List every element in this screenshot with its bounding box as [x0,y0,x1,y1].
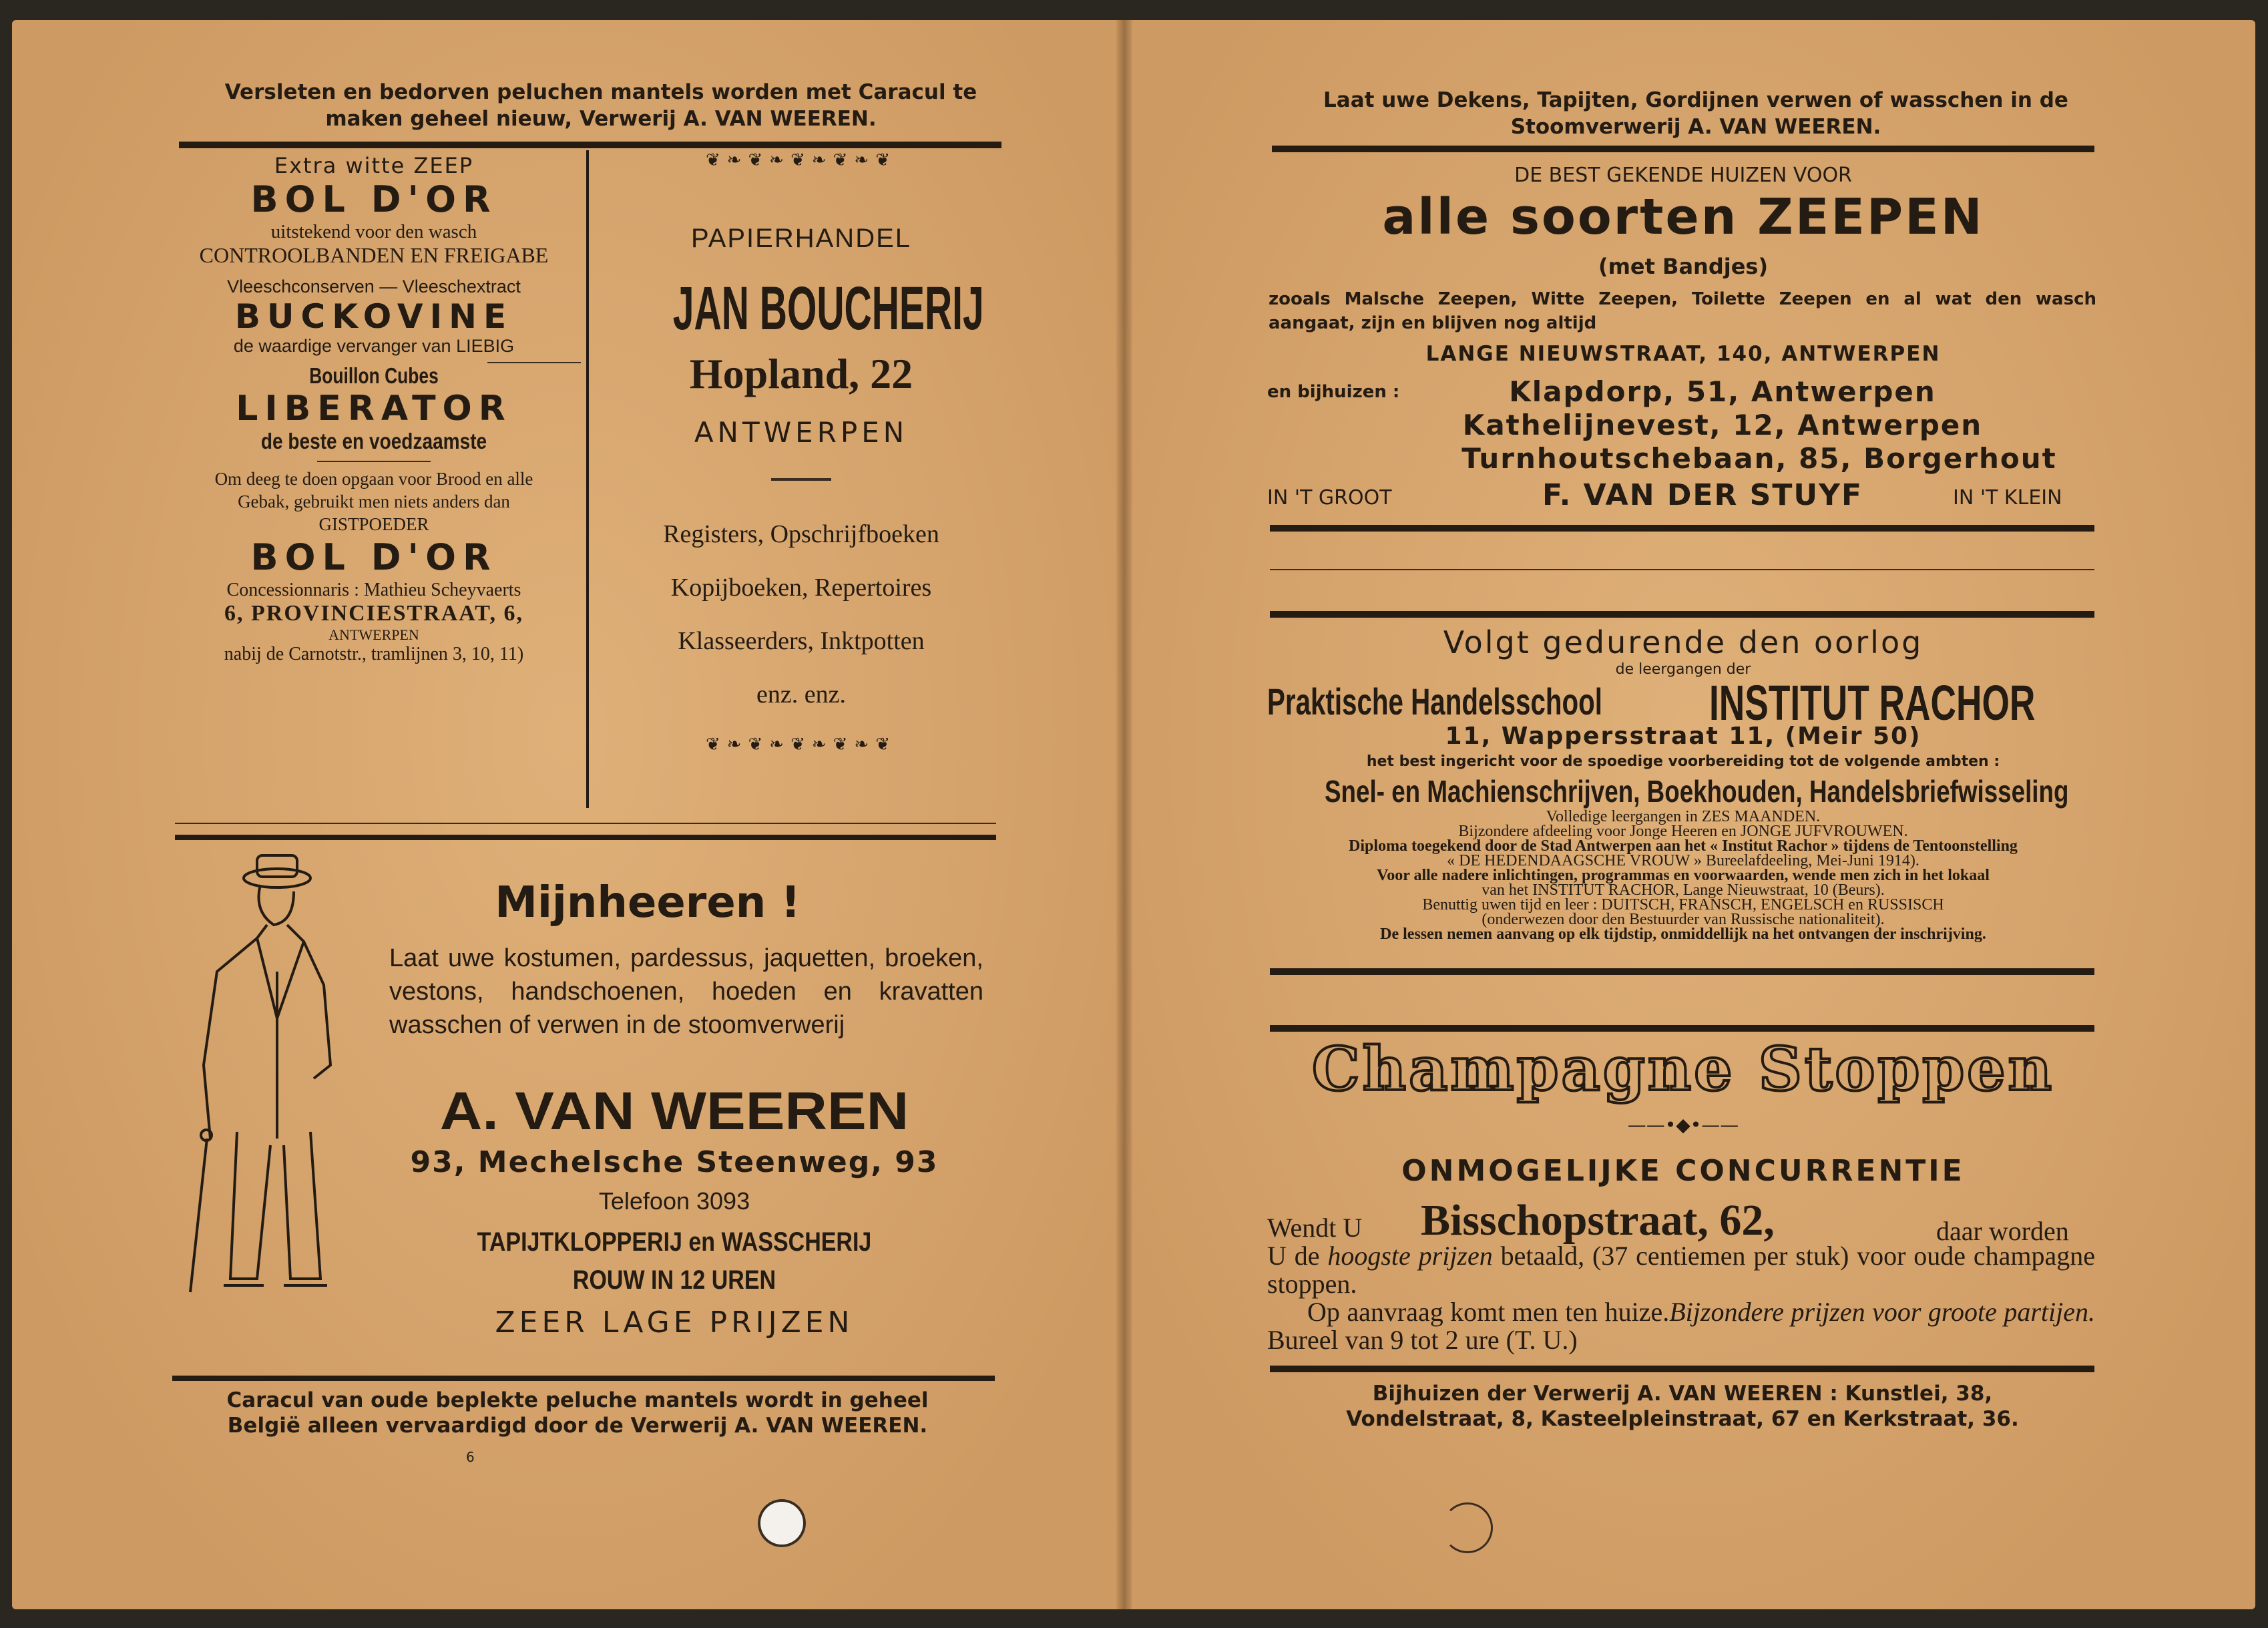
vleesch-line: Vleeschconserven — Vleeschextract [227,276,521,296]
rule [1270,968,2094,975]
antwerpen-small: ANTWERPEN [328,626,419,643]
divider [317,461,431,462]
punch-hole [758,1499,806,1547]
zeepen-title: alle soorten ZEEPEN [1382,188,1984,246]
rule [1270,525,2094,532]
mechelsche-address: 93, Mechelsche Steenweg, 93 [410,1145,939,1179]
snel-machien: Snel- en Machienschrijven, Boekhouden, Handelsbriefwisseling [1325,774,2069,809]
in-t-klein: IN 'T KLEIN [1953,486,2062,510]
antwerpen-outline: ANTWERPEN [694,416,909,449]
rule [1270,1025,2094,1032]
left-header: Versleten en bedorven peluchen mantels worden met Caracul te maken geheel nieuw, Verwerij A. VAN WEEREN. [224,80,977,131]
extra-zeep: Extra witte ZEEP [274,153,474,178]
telefoon: Telefoon 3093 [598,1187,750,1215]
zeer-lage-prijzen: ZEER LAGE PRIJZEN [495,1305,854,1340]
rachor-line: Volledige leergangen in ZES MAANDEN. [1546,808,1821,825]
papierhandel-ad [594,150,1008,755]
boldor-ad [167,150,581,665]
book-spine [1116,20,1132,1609]
zeep-text: zooals Malsche Zeepen, Witte Zeepen, Toilette Zeepen en al wat den wasch aangaat, zijn en blijven nog altijd [1269,289,2096,333]
champagne-text [1267,1242,2095,1354]
lange-nieuwstraat: LANGE NIEUWSTRAAT, 140, ANTWERPEN [1425,342,1941,366]
branch: Turnhoutschebaan, 85, Borgerhout [1461,442,2057,475]
papierhandel-title: PAPIERHANDEL [690,224,911,253]
rachor-line: Benuttig uwen tijd en leer : DUITSCH, FRANSCH, ENGELSCH en RUSSISCH [1422,896,1944,913]
boldor-line: uitstekend voor den wasch [270,221,477,242]
concessionnaris: Concessionnaris : Mathieu Scheyvaerts [226,580,521,600]
left-header-rule [179,142,1001,148]
rule [1270,1366,2094,1372]
concurrentie: ONMOGELIJKE CONCURRENTIE [1401,1154,1965,1188]
paper-item: enz. enz. [756,680,846,708]
rule-mid [175,835,996,840]
liebig-line: de waardige vervanger van LIEBIG [233,336,515,356]
van-weeren-firm: A. VAN WEEREN [439,1081,909,1141]
leergangen: de leergangen der [1615,661,1751,678]
right-header: Laat uwe Dekens, Tapijten, Gordijnen verwen of wasschen in de Stoomverwerij A. VAN WEEREN. [1323,88,2068,139]
ornament-top: ❦❧❦❧❦❧❦❧❦ [705,150,897,170]
rouw: ROUW IN 12 UREN [572,1265,776,1295]
branch: Kathelijnevest, 12, Antwerpen [1462,409,1983,441]
jan-boucherij: JAN BOUCHERIJ [672,274,984,343]
rachor-detail [1272,809,2094,942]
right-header-rule [1272,146,2094,152]
thin-rule [1270,569,2094,570]
rachor-line: Bijzondere afdeeling voor Jonge Heeren en JONGE JUFVROUWEN. [1458,823,1908,840]
rule [1270,611,2094,618]
paper-item: Registers, Opschrijfboeken [663,520,939,548]
champagne-title: Champagne Stoppen [1312,1034,2054,1104]
provinciestraat: 6, PROVINCIESTRAAT, 6, [224,601,523,626]
praktische: Praktische Handelsschool [1267,680,1602,723]
van-der-stuyf: F. VAN DER STUYF [1542,478,1863,512]
punch-hole-torn [1442,1502,1493,1553]
zeep-top: DE BEST GEKENDE HUIZEN VOOR [1514,164,1852,187]
met-bandjes: (met Bandjes) [1598,254,1769,279]
champ-text: Bureel van 9 tot 2 ure (T. U.) [1267,1325,1578,1355]
ornament-line: ——•◆•—— [1627,1114,1739,1136]
brand-boldor: BOL D'OR [250,178,497,220]
short-dash [771,478,831,481]
institut-rachor: INSTITUT RACHOR [1709,675,2036,731]
ornament-bottom: ❦❧❦❧❦❧❦❧❦ [705,735,897,755]
mijnheeren-text: Laat uwe kostumen, pardessus, jaquetten, broeken, vestons, handschoenen, hoeden en kravatten wasschen of verwen in de stoomverwerij [389,944,983,1039]
champ-text: U de [1267,1241,1320,1271]
thin-rule [175,823,996,824]
hopland: Hopland, 22 [689,350,913,397]
left-footer: Caracul van oude beplekte peluche mantels wordt in geheel België alleen vervaardigd door de Verwerij A. VAN WEEREN. [226,1388,929,1438]
page-number: 6 [466,1449,475,1465]
daar-worden: daar worden [1936,1216,2069,1246]
voedzaam-line: de beste en voedzaamste [260,429,487,453]
champ-text: Op aanvraag komt men ten huize. [1307,1297,1670,1327]
brand-buckovine: BUCKOVINE [234,297,513,336]
vertical-divider [586,150,589,808]
rachor-line: het best ingericht voor de spoedige voorbereiding tot de volgende ambten : [1366,753,2000,770]
mijnheeren-title: Mijnheeren ! [495,878,801,928]
bisschopstraat: Bisschopstraat, 62, [1421,1196,1775,1245]
bouillon-line: Bouillon Cubes [309,363,439,388]
brand-boldor-2: BOL D'OR [250,536,497,578]
in-t-groot: IN 'T GROOT [1267,486,1392,510]
champ-italic: hoogste prijzen [1327,1241,1493,1271]
rachor-line: van het INSTITUT RACHOR, Lange Nieuwstraat, 10 (Beurs). [1482,881,1885,899]
champ-text: betaald, (37 centiemen per stuk) voor oude champagne stoppen. [1267,1241,2096,1299]
branch: Klapdorp, 51, Antwerpen [1509,375,1936,408]
gist-line: Om deeg te doen opgaan voor Brood en alle Gebak, gebruikt men niets anders dan GISTPOEDER [214,469,533,534]
oorlog-title: Volgt gedurende den oorlog [1443,624,1923,660]
wendt-u: Wendt U [1267,1213,1363,1243]
wappersstraat: 11, Wappersstraat 11, (Meir 50) [1445,723,1921,750]
brand-liberator: LIBERATOR [236,389,512,429]
champ-italic: Bijzondere prijzen voor groote partijen. [1669,1297,2096,1327]
paper-item: Klasseerders, Inktpotten [678,627,925,655]
rachor-line: De lessen nemen aanvang op elk tijdstip, onmiddellijk na het ontvangen der inschrijving. [1380,926,1986,943]
rachor-line: (onderwezen door den Bestuurder van Russische nationaliteit). [1482,911,1885,928]
controol-line: CONTROOLBANDEN EN FREIGABE [199,243,549,267]
bijhuizen-label: en bijhuizen : [1267,382,1400,402]
carnotstr: nabij de Carnotstr., tramlijnen 3, 10, 11) [224,644,524,664]
rachor-line: Voor alle nadere inlichtingen, programmas en voorwaarden, wende men zich in het lokaal [1377,867,1990,884]
tapijtklopperij: TAPIJTKLOPPERIJ en WASSCHERIJ [477,1227,872,1257]
right-footer: Bijhuizen der Verwerij A. VAN WEEREN : Kunstlei, 38, Vondelstraat, 8, Kasteelpleinstraat, 67 en Kerkstraat, 36. [1346,1382,2019,1431]
rachor-line: Diploma toegekend door de Stad Antwerpen aan het « Institut Rachor » tijdens de Tentoonstelling [1349,837,2018,855]
rachor-line: « DE HEDENDAAGSCHE VROUW » Bureelafdeeling, Mei-Juni 1914). [1447,852,1919,869]
paper-item: Kopijboeken, Repertoires [670,574,932,602]
rule-bottom [172,1376,995,1381]
